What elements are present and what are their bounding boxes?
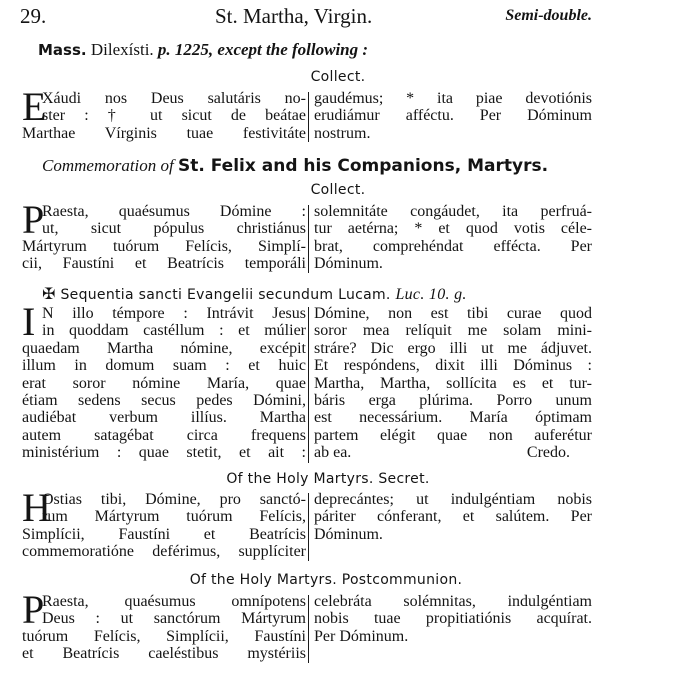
text-line: est necessárium. María óptimam [314, 409, 592, 427]
text-line: tuórum Felícis, Simplícii, Faustíni [22, 627, 306, 645]
gospel-dropcap: I [22, 299, 36, 344]
text-line: gaudémus; * ita piae devotiónis [314, 90, 592, 107]
collect-dropcap: E [22, 84, 47, 129]
text-line: ster : † ut sicut de beátae [42, 107, 306, 125]
text-line: deprecántes; ut indulgéntiam nobis [314, 491, 592, 508]
text-line: Mártyrum tuórum Felícis, Simplí- [22, 237, 306, 255]
column-rule [308, 92, 309, 142]
mass-introit: Dilexísti. [86, 40, 158, 59]
column-rule [308, 205, 309, 273]
postcommunion-dropcap: P [22, 587, 45, 632]
cross-icon: ✠ [42, 284, 56, 303]
mass-reference: p. 1225, except the following : [157, 40, 369, 59]
secret-block [22, 485, 592, 561]
text-line: quaedam Martha nómine, excépit [22, 339, 306, 357]
collect-left-column [22, 84, 306, 142]
commemoration-label: Commemoration of [42, 156, 178, 175]
text-line: stráre? Dic ergo illi ut me ádjuvet. [314, 339, 592, 357]
text-line: páriter cónferant, et salútem. Per [314, 508, 592, 526]
text-line: étiam sedens secus pedes Dómini, [22, 391, 306, 409]
text-line: Raesta, quaésumus Dómine : [42, 203, 306, 220]
text-line: ministérium : quae stetit, et ait : [22, 444, 306, 462]
postcommunion-block [22, 587, 592, 663]
gospel-last-words: ab ea. [314, 444, 352, 462]
postcommunion-right-column [314, 593, 592, 645]
gospel-title: Sequentia sancti Evangelii secundum Lucam. [55, 287, 396, 303]
text-line: Ostias tibi, Dómine, pro sanctó- [42, 491, 306, 508]
text-line: solemnitáte congáudet, ita perfruá- [314, 203, 592, 220]
text-line: báris erga plúrima. Porro unum [314, 391, 592, 409]
commemoration-saint: St. Felix and his Companions, Martyrs. [178, 156, 549, 176]
text-line: N illo témpore : Intrávit Jesus [42, 305, 306, 322]
column-rule [308, 595, 309, 663]
secret-dropcap: H [22, 485, 51, 530]
text-line [314, 444, 592, 461]
gospel-block [22, 299, 592, 465]
feast-number: 29. [20, 4, 47, 28]
text-line: Et respóndens, dixit illi Dóminus : [314, 357, 592, 375]
mass-line [38, 40, 368, 60]
text-line: erudiámur afféctu. Per Dóminum [314, 107, 592, 125]
postcommunion-left-column [22, 587, 306, 663]
page-header [20, 4, 592, 30]
postcommunion-heading: Of the Holy Martyrs. Postcommunion. [189, 572, 463, 588]
text-line: Deus : ut sanctórum Mártyrum [42, 610, 306, 628]
gospel-reference: Luc. 10. g. [395, 286, 467, 303]
text-line: Per Dóminum. [314, 627, 409, 645]
text-line: Dóminum. [314, 255, 383, 273]
collect-dropcap: P [22, 197, 45, 242]
column-rule [308, 493, 309, 561]
text-line: tur aetérna; * et quod votis céle- [314, 220, 592, 238]
text-line: ut, sicut pópulus christiánus [42, 220, 306, 238]
collect-left-column [22, 197, 306, 273]
gospel-left-column [22, 299, 306, 462]
secret-right-column [314, 491, 592, 543]
gospel-right-column [314, 305, 592, 462]
text-line: autem satagébat circa frequens [22, 426, 306, 444]
text-line: Raesta, quaésumus omnípotens [42, 593, 306, 610]
secret-left-column [22, 485, 306, 561]
text-line: soror mea relíquit me solam mini- [314, 322, 592, 340]
text-line: Dómine, non est tibi curae quod [314, 305, 592, 322]
column-rule [308, 307, 309, 463]
text-line: illum in domum suam : et huic [22, 357, 306, 375]
text-line: rum Mártyrum tuórum Felícis, [42, 508, 306, 526]
text-line: celebráta solémnitas, indulgéntiam [314, 593, 592, 610]
text-line: et Beatrícis caeléstibus mystériis [22, 645, 306, 663]
collect-block [22, 84, 592, 143]
collect-right-column [314, 203, 592, 273]
text-line: Martha, Martha, sollícita es et tur- [314, 374, 592, 392]
feast-rank: Semi-double. [505, 7, 592, 24]
text-line: audiébat verbum illíus. Martha [22, 409, 306, 427]
feast-title: St. Martha, Virgin. [215, 4, 373, 28]
collect-heading: Collect. [310, 69, 366, 85]
text-line: cii, Faustíni et Beatrícis temporáli [22, 255, 306, 273]
text-line: Marthae Vírginis tuae festivitáte [22, 124, 306, 142]
credo-rubric: Credo. [526, 444, 570, 462]
text-line: commemoratióne deférimus, supplíciter [22, 543, 306, 561]
text-line: brat, comprehéndat effécta. Per [314, 237, 592, 255]
mass-label: Mass. [38, 41, 87, 59]
gospel-heading [42, 284, 602, 304]
text-line: nobis tuae propitiatiónis acquírat. [314, 610, 592, 628]
text-line: in quoddam castéllum : et múlier [42, 322, 306, 340]
text-line: Dóminum. [314, 525, 383, 543]
text-line: erat soror nómine María, quae [22, 374, 306, 392]
secret-heading: Of the Holy Martyrs. Secret. [226, 471, 430, 487]
text-line: Xáudi nos Deus salutáris no- [42, 90, 306, 107]
text-line: Simplícii, Faustíni et Beatrícis [22, 525, 306, 543]
text-line: nostrum. [314, 124, 371, 142]
text-line: partem elégit quae non auferétur [314, 426, 592, 444]
collect-block [22, 197, 592, 273]
collect-right-column [314, 90, 592, 142]
commemoration-heading [42, 156, 548, 176]
collect-heading: Collect. [310, 182, 366, 198]
